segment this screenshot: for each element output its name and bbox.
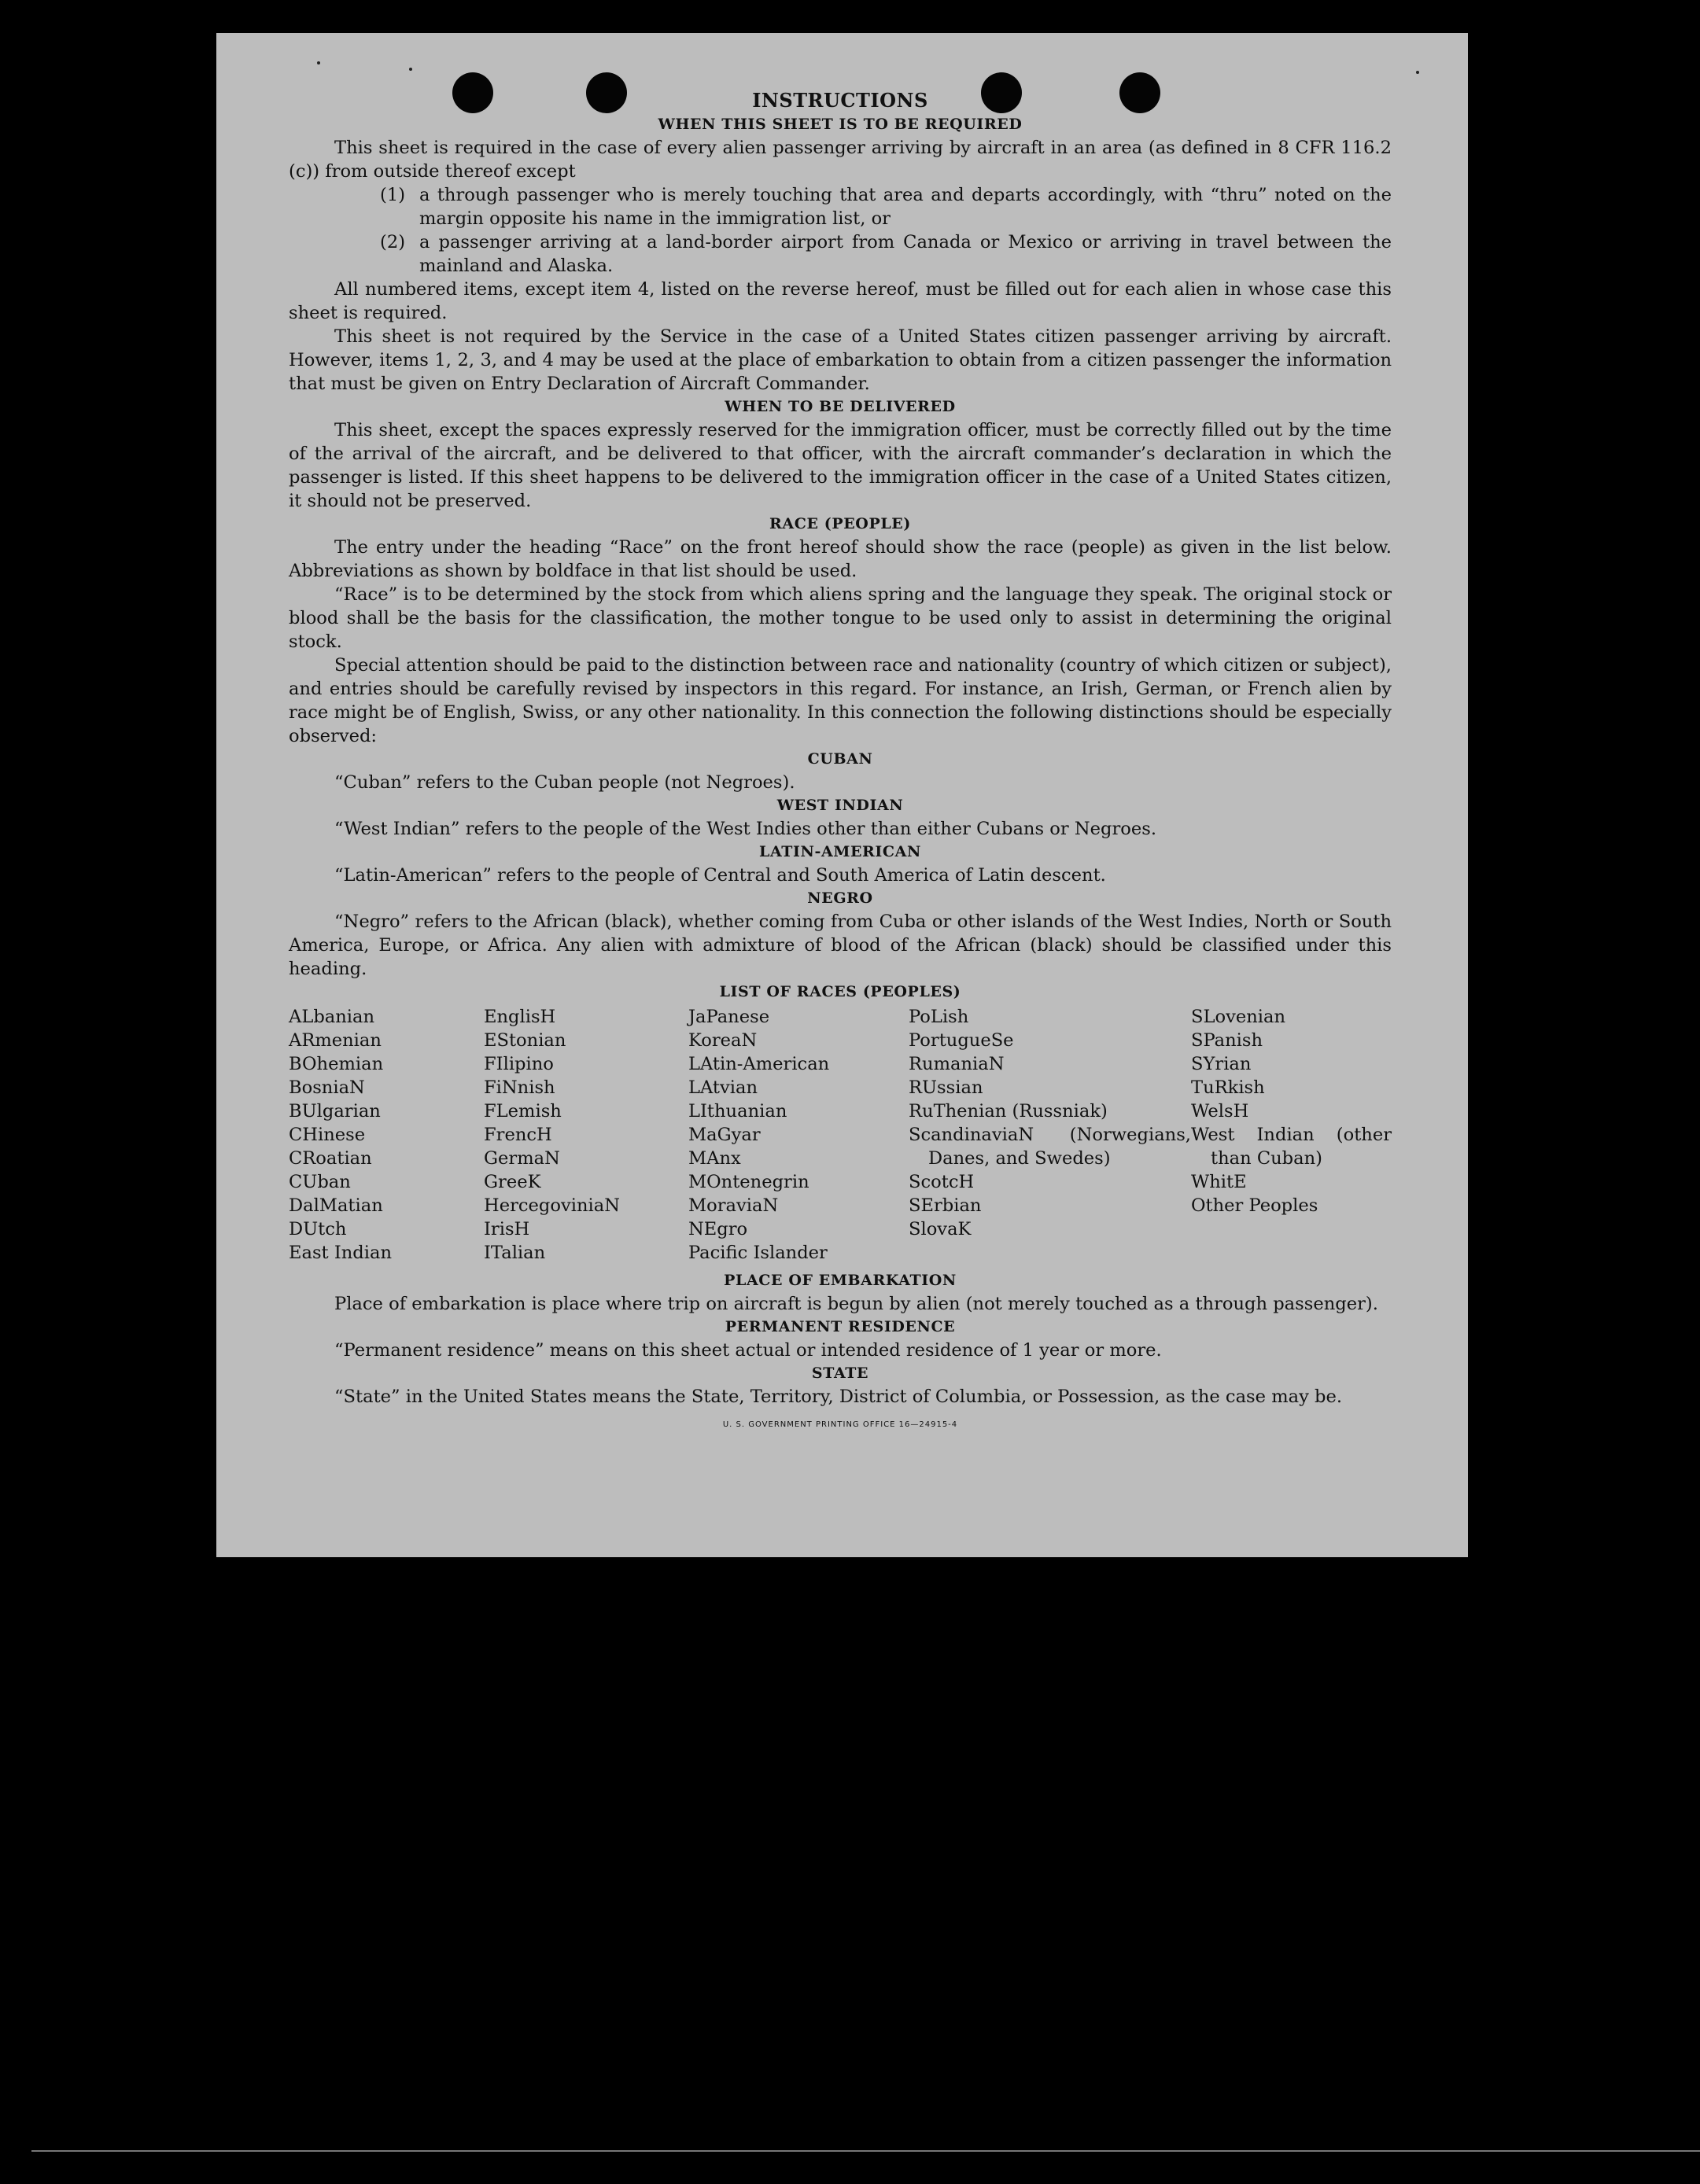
speck — [409, 68, 412, 71]
section-heading: STATE — [811, 1365, 869, 1382]
paragraph: “Permanent residence” means on this sheet actual or intended residence of 1 year or more. — [334, 1340, 1162, 1361]
speck — [1416, 71, 1419, 74]
race-entry: FrencH — [484, 1125, 552, 1145]
page-title: INSTRUCTIONS — [752, 89, 928, 112]
paragraph: “State” in the United States means the State, Territory, District of Columbia, or Possession, as the case may be. — [334, 1387, 1343, 1407]
race-entry: RumaniaN — [909, 1054, 1005, 1074]
race-entry: CHinese — [289, 1125, 366, 1145]
speck — [317, 61, 320, 64]
section-heading: WHEN TO BE DELIVERED — [725, 398, 956, 415]
race-entry: ITalian — [484, 1243, 546, 1263]
document-sheet — [216, 33, 1468, 1557]
race-entry: WhitE — [1191, 1172, 1247, 1192]
race-entry: DUtch — [289, 1219, 347, 1239]
race-entry: Pacific Islander — [688, 1243, 828, 1263]
race-entry: RuThenian (Russniak) — [909, 1101, 1108, 1121]
race-entry: ScandinaviaN (Norwegians, Danes, and Swedes) — [909, 1125, 1191, 1169]
list-item — [289, 183, 1392, 230]
race-entry: PortugueSe — [909, 1030, 1014, 1051]
race-entry: SYrian — [1191, 1054, 1252, 1074]
race-entry: East Indian — [289, 1243, 393, 1263]
race-entry: BosniaN — [289, 1077, 365, 1098]
race-entry: EStonian — [484, 1030, 566, 1051]
item-text: a passenger arriving at a land-border airport from Canada or Mexico or arriving in travel between the mainland and Alaska. — [419, 232, 1392, 276]
race-entry: BOhemian — [289, 1054, 384, 1074]
paragraph: “Latin-American” refers to the people of Central and South America of Latin descent. — [334, 865, 1106, 886]
race-entry: Other Peoples — [1191, 1195, 1318, 1216]
race-entry: WelsH — [1191, 1101, 1249, 1121]
section-heading: PERMANENT RESIDENCE — [725, 1318, 956, 1335]
races-list — [289, 1005, 1392, 1265]
race-entry: JaPanese — [688, 1007, 770, 1027]
paragraph: This sheet, except the spaces expressly reserved for the immigration officer, must be correctly filled out by the time of the arrival of the aircraft, and be delivered to that officer, with the aircraft commander’s declaration in which the passenger is listed. If this sheet happens to be delivered to the immigration officer in the case of a United States citizen, it should not be preserved. — [289, 420, 1392, 511]
race-entry: GermaN — [484, 1148, 560, 1169]
scan-edge-line — [31, 2150, 1700, 2152]
race-entry: MoraviaN — [688, 1195, 779, 1216]
paragraph: The entry under the heading “Race” on the front hereof should show the race (people) as given in the list below. Abbreviations as shown by boldface in that list should be used. — [289, 537, 1392, 581]
item-number: (2) — [380, 232, 406, 252]
race-entry: LAtvian — [688, 1077, 758, 1098]
race-entry: SErbian — [909, 1195, 982, 1216]
instructions-content — [289, 88, 1392, 1437]
paragraph: “West Indian” refers to the people of the West Indies other than either Cubans or Negroes. — [334, 819, 1157, 839]
race-entry: PoLish — [909, 1007, 969, 1027]
paragraph: “Race” is to be determined by the stock from which aliens spring and the language they speak. The original stock or blood shall be the basis for the classification, the mother tongue to be used only to assist in determining the original stock. — [289, 584, 1392, 652]
race-entry: West Indian (other than Cuban) — [1191, 1125, 1392, 1169]
race-entry: EnglisH — [484, 1007, 556, 1027]
item-number: (1) — [380, 185, 406, 205]
race-entry: KoreaN — [688, 1030, 758, 1051]
race-entry: RUssian — [909, 1077, 983, 1098]
race-entry: HercegoviniaN — [484, 1195, 620, 1216]
race-entry: IrisH — [484, 1219, 530, 1239]
paragraph: All numbered items, except item 4, listed on the reverse hereof, must be filled out for each alien in whose case this sheet is required. — [289, 279, 1392, 323]
races-column — [688, 1005, 909, 1265]
section-heading: NEGRO — [807, 889, 873, 907]
race-entry: SPanish — [1191, 1030, 1263, 1051]
section-heading: LATIN-AMERICAN — [759, 843, 921, 860]
section-heading: RACE (PEOPLE) — [769, 515, 911, 532]
paragraph: “Cuban” refers to the Cuban people (not Negroes). — [334, 772, 795, 793]
race-entry: MAnx — [688, 1148, 741, 1169]
section-heading: WEST INDIAN — [776, 797, 904, 814]
race-entry: CUban — [289, 1172, 351, 1192]
race-entry: LIthuanian — [688, 1101, 787, 1121]
list-item — [289, 230, 1392, 278]
race-entry: SlovaK — [909, 1219, 972, 1239]
race-entry: DalMatian — [289, 1195, 383, 1216]
race-entry: SLovenian — [1191, 1007, 1286, 1027]
printer-footer: U. S. GOVERNMENT PRINTING OFFICE 16—24915-4 — [722, 1420, 958, 1429]
race-entry: GreeK — [484, 1172, 541, 1192]
paragraph: Special attention should be paid to the distinction between race and nationality (country of which citizen or subject), and entries should be carefully revised by inspectors in this regard. For instance, an Irish, German, or French alien by race might be of English, Swiss, or any other nationality. In this connection the following distinctions should be especially observed: — [289, 655, 1392, 746]
race-entry: ARmenian — [289, 1030, 382, 1051]
race-entry: ALbanian — [289, 1007, 375, 1027]
paragraph: “Negro” refers to the African (black), whether coming from Cuba or other islands of the West Indies, North or South America, Europe, or Africa. Any alien with admixture of blood of the African (black) should be classified under this heading. — [289, 912, 1392, 979]
races-column — [909, 1005, 1191, 1265]
section-heading: PLACE OF EMBARKATION — [724, 1272, 957, 1289]
race-entry: ScotcH — [909, 1172, 975, 1192]
races-column — [484, 1005, 688, 1265]
race-entry: FLemish — [484, 1101, 562, 1121]
race-entry: NEgro — [688, 1219, 748, 1239]
races-column — [289, 1005, 484, 1265]
section-heading: CUBAN — [807, 750, 873, 768]
item-text: a through passenger who is merely touching that area and departs accordingly, with “thru” noted on the margin opposite his name in the immigration list, or — [419, 185, 1392, 229]
paragraph: This sheet is not required by the Service in the case of a United States citizen passenger arriving by aircraft. However, items 1, 2, 3, and 4 may be used at the place of embarkation to obtain from a citizen passenger the information that must be given on Entry Declaration of Aircraft Commander. — [289, 326, 1392, 394]
race-entry: LAtin-American — [688, 1054, 830, 1074]
race-entry: FiNnish — [484, 1077, 555, 1098]
race-entry: BUlgarian — [289, 1101, 381, 1121]
race-entry: TuRkish — [1191, 1077, 1265, 1098]
race-entry: FIlipino — [484, 1054, 554, 1074]
race-entry: MaGyar — [688, 1125, 761, 1145]
paragraph: This sheet is required in the case of every alien passenger arriving by aircraft in an area (as defined in 8 CFR 116.2 (c)) from outside thereof except — [289, 138, 1392, 182]
section-heading: LIST OF RACES (PEOPLES) — [719, 983, 961, 1000]
race-entry: MOntenegrin — [688, 1172, 809, 1192]
races-column — [1191, 1005, 1392, 1265]
race-entry: CRoatian — [289, 1148, 372, 1169]
section-heading: WHEN THIS SHEET IS TO BE REQUIRED — [658, 116, 1023, 133]
paragraph: Place of embarkation is place where trip on aircraft is begun by alien (not merely touched as a through passenger). — [334, 1294, 1378, 1314]
